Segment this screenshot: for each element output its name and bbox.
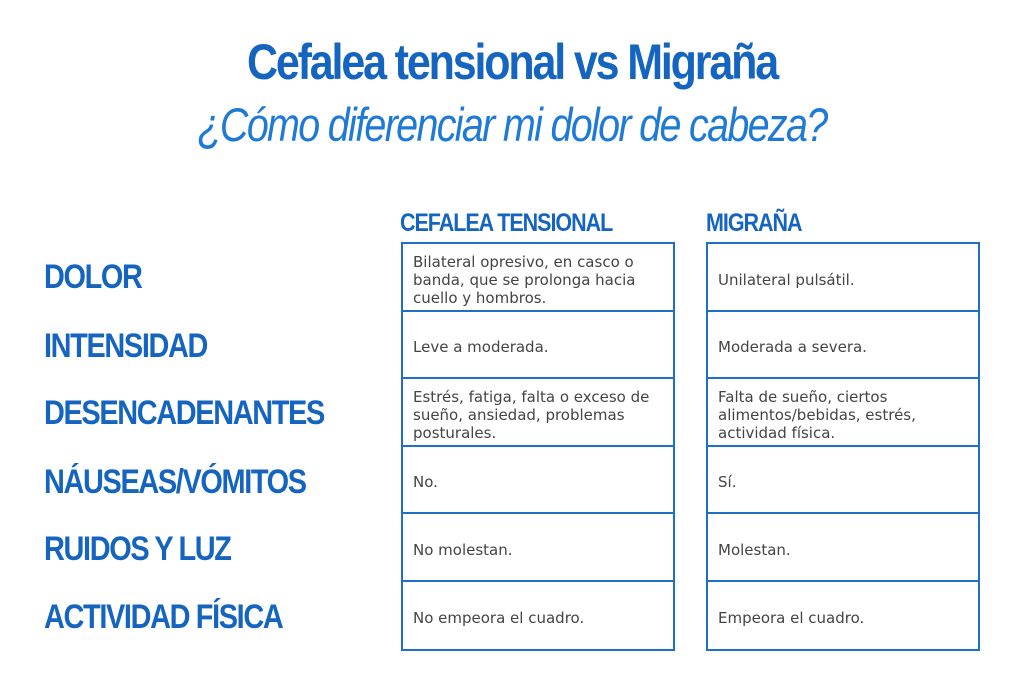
tension-cell-nauseas bbox=[403, 447, 673, 515]
cell-text: Sí. bbox=[718, 473, 737, 492]
column-header-migraine: MIGRAÑA bbox=[706, 209, 802, 237]
tension-cell-ruidos bbox=[403, 514, 673, 582]
cell-text: Empeora el cuadro. bbox=[718, 609, 865, 628]
column-header-tension: CEFALEA TENSIONAL bbox=[400, 209, 613, 237]
tension-cell-desencadenantes bbox=[403, 379, 673, 447]
row-label-intensidad: INTENSIDAD bbox=[44, 327, 208, 365]
tension-cell-intensidad bbox=[403, 312, 673, 380]
row-label-ruidos-luz: RUIDOS Y LUZ bbox=[44, 530, 231, 568]
row-label-actividad-fisica: ACTIVIDAD FÍSICA bbox=[44, 598, 283, 636]
migraine-cell-actividad bbox=[708, 582, 978, 650]
cell-text: Bilateral opresivo, en casco o banda, que se prolonga hacia cuello y hombros. bbox=[413, 252, 636, 307]
cell-text: Falta de sueño, ciertos alimentos/bebidas, estrés, actividad física. bbox=[718, 387, 916, 442]
cell-text: Leve a moderada. bbox=[413, 338, 549, 357]
tension-column bbox=[401, 242, 675, 651]
page-subtitle: ¿Cómo diferenciar mi dolor de cabeza? bbox=[197, 98, 827, 151]
cell-text: No. bbox=[413, 473, 438, 492]
row-label-nauseas-vomitos: NÁUSEAS/VÓMITOS bbox=[44, 463, 306, 501]
cell-text: Unilateral pulsátil. bbox=[718, 270, 855, 289]
tension-cell-dolor bbox=[403, 244, 673, 312]
tension-cell-actividad bbox=[403, 582, 673, 650]
cell-text: No molestan. bbox=[413, 540, 513, 559]
cell-text: Molestan. bbox=[718, 540, 791, 559]
cell-text: Moderada a severa. bbox=[718, 338, 867, 357]
migraine-cell-intensidad bbox=[708, 312, 978, 380]
migraine-cell-ruidos bbox=[708, 514, 978, 582]
cell-text: No empeora el cuadro. bbox=[413, 609, 585, 628]
row-label-dolor: DOLOR bbox=[44, 258, 142, 296]
migraine-column bbox=[706, 242, 980, 651]
migraine-cell-desencadenantes bbox=[708, 379, 978, 447]
row-label-desencadenantes: DESENCADENANTES bbox=[44, 394, 324, 432]
page-title: Cefalea tensional vs Migraña bbox=[246, 34, 778, 90]
migraine-cell-dolor bbox=[708, 244, 978, 312]
cell-text: Estrés, fatiga, falta o exceso de sueño, ansiedad, problemas posturales. bbox=[413, 387, 650, 442]
migraine-cell-nauseas bbox=[708, 447, 978, 515]
